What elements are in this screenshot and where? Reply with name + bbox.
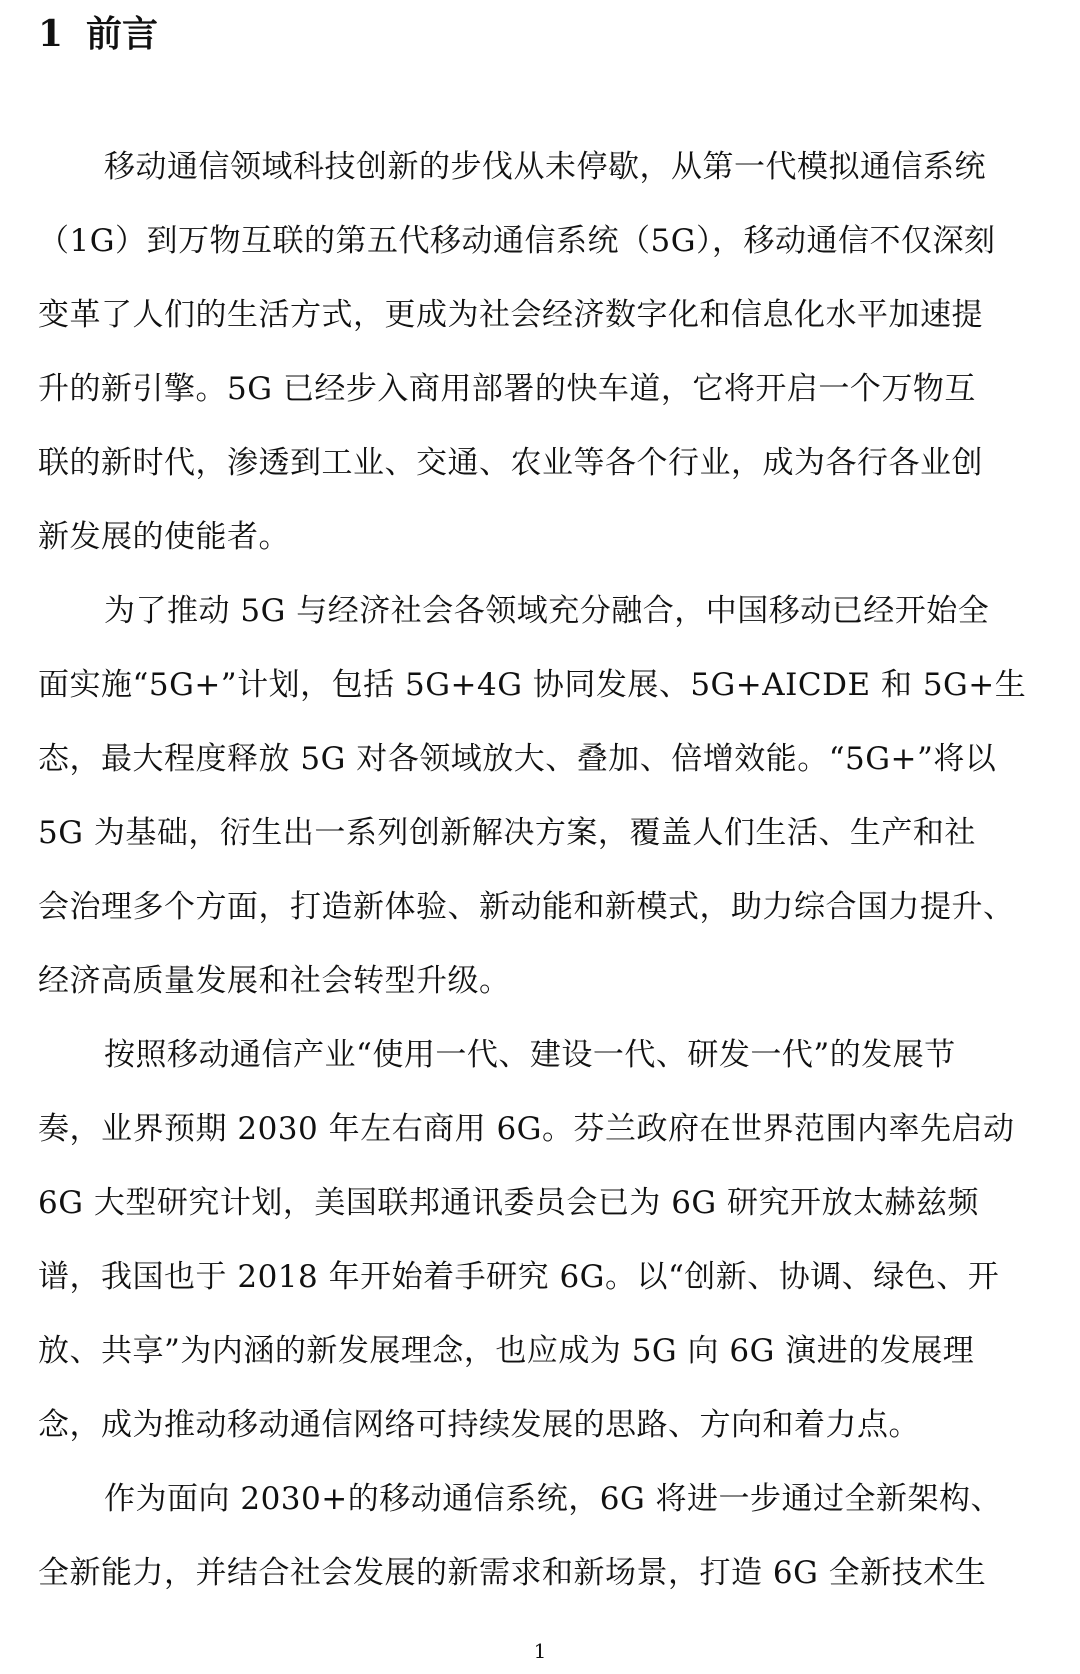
text-line: 为了推动 5G 与经济社会各领域充分融合，中国移动已经开始全 bbox=[104, 593, 990, 629]
text-line: 念，成为推动移动通信网络可持续发展的思路、方向和着力点。 bbox=[38, 1407, 920, 1443]
section-number: 1 bbox=[38, 13, 64, 55]
text-line: 移动通信领域科技创新的步伐从未停歇，从第一代模拟通信系统 bbox=[104, 149, 986, 185]
paragraph bbox=[38, 1462, 1042, 1610]
text-line: 面实施“5G+”计划，包括 5G+4G 协同发展、5G+AICDE 和 5G+生 bbox=[38, 667, 1027, 703]
paragraph bbox=[38, 574, 1042, 1018]
text-line: 变革了人们的生活方式，更成为社会经济数字化和信息化水平加速提 bbox=[38, 297, 983, 333]
text-line: 升的新引擎。5G 已经步入商用部署的快车道，它将开启一个万物互 bbox=[38, 371, 976, 407]
text-line: 会治理多个方面，打造新体验、新动能和新模式，助力综合国力提升、 bbox=[38, 889, 1015, 925]
text-line: 全新能力，并结合社会发展的新需求和新场景，打造 6G 全新技术生 bbox=[38, 1555, 987, 1591]
section-heading bbox=[38, 10, 158, 58]
text-line: 作为面向 2030+的移动通信系统，6G 将进一步通过全新架构、 bbox=[104, 1481, 1003, 1517]
text-line: 6G 大型研究计划，美国联邦通讯委员会已为 6G 研究开放太赫兹频 bbox=[38, 1185, 980, 1221]
paragraph bbox=[38, 1018, 1042, 1462]
page-number: 1 bbox=[533, 1639, 547, 1663]
text-line: 放、共享”为内涵的新发展理念，也应成为 5G 向 6G 演进的发展理 bbox=[38, 1333, 975, 1369]
section-title: 前言 bbox=[86, 13, 159, 55]
text-line: 经济高质量发展和社会转型升级。 bbox=[38, 963, 511, 999]
text-line: 联的新时代，渗透到工业、交通、农业等各个行业，成为各行各业创 bbox=[38, 445, 983, 481]
text-line: 5G 为基础，衍生出一系列创新解决方案，覆盖人们生活、生产和社 bbox=[38, 815, 976, 851]
document-body bbox=[38, 130, 1042, 1610]
text-line: 按照移动通信产业“使用一代、建设一代、研发一代”的发展节 bbox=[104, 1037, 956, 1073]
text-line: 态，最大程度释放 5G 对各领域放大、叠加、倍增效能。“5G+”将以 bbox=[38, 741, 997, 777]
text-line: 谱，我国也于 2018 年开始着手研究 6G。以“创新、协调、绿色、开 bbox=[38, 1259, 1000, 1295]
paragraph bbox=[38, 130, 1042, 574]
text-line: 奏，业界预期 2030 年左右商用 6G。芬兰政府在世界范围内率先启动 bbox=[38, 1111, 1015, 1147]
text-line: 新发展的使能者。 bbox=[38, 519, 290, 555]
text-line: （1G）到万物互联的第五代移动通信系统（5G），移动通信不仅深刻 bbox=[38, 223, 996, 259]
